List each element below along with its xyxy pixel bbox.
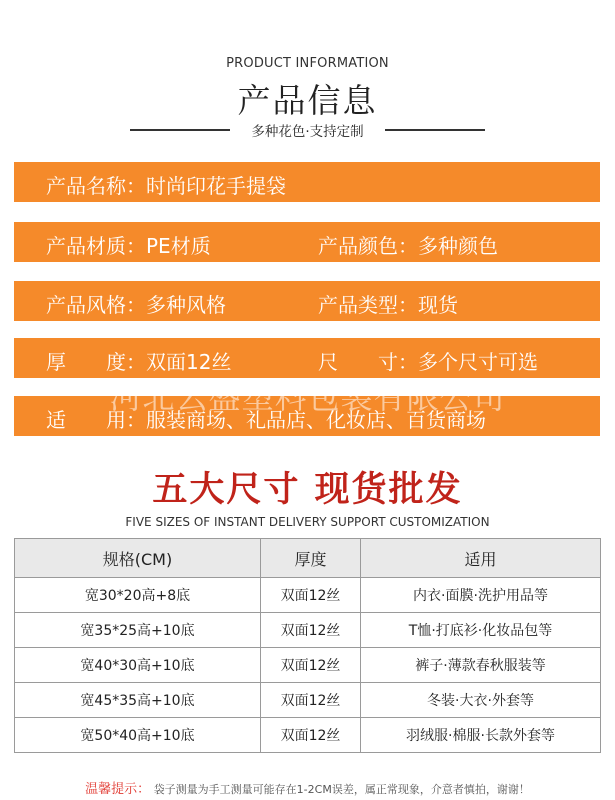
product-type-text: 产品类型：现货 bbox=[318, 293, 458, 317]
product-material-text: 产品材质：PE材质 bbox=[46, 234, 211, 258]
cell-thickness: 双面12丝 bbox=[261, 648, 361, 683]
cell-spec: 宽35*25高+10底 bbox=[15, 613, 261, 648]
column-header-usage: 适用 bbox=[361, 539, 601, 578]
info-bar-material bbox=[14, 222, 600, 262]
divider-right bbox=[385, 129, 485, 131]
cell-thickness: 双面12丝 bbox=[261, 613, 361, 648]
watermark-text: 河北云盛塑料包装有限公司 bbox=[109, 378, 506, 416]
product-color-text: 产品颜色：多种颜色 bbox=[318, 234, 498, 258]
info-bar-name bbox=[14, 162, 600, 202]
notice-label: 温馨提示： bbox=[85, 782, 151, 797]
cell-spec: 宽50*40高+10底 bbox=[15, 718, 261, 753]
cell-thickness: 双面12丝 bbox=[261, 683, 361, 718]
column-header-thickness: 厚度 bbox=[261, 539, 361, 578]
cell-usage: T恤·打底衫·化妆品包等 bbox=[361, 613, 601, 648]
info-bar-style bbox=[14, 281, 600, 321]
cell-thickness: 双面12丝 bbox=[261, 718, 361, 753]
size-spec-table bbox=[14, 538, 601, 753]
cell-usage: 羽绒服·棉服·长款外套等 bbox=[361, 718, 601, 753]
cell-usage: 内衣·面膜·洗护用品等 bbox=[361, 578, 601, 613]
notice bbox=[0, 778, 615, 797]
table-row bbox=[15, 718, 601, 753]
product-usage-text: 适 用：服装商场、礼品店、化妆店、百货商场 bbox=[46, 408, 486, 432]
sizes-title: 五大尺寸 现货批发 bbox=[152, 470, 463, 510]
sizes-subtitle: FIVE SIZES OF INSTANT DELIVERY SUPPORT CUSTOMIZATION bbox=[125, 515, 490, 529]
cell-thickness: 双面12丝 bbox=[261, 578, 361, 613]
section-heading-cn: 产品信息 bbox=[237, 81, 378, 120]
cell-spec: 宽40*30高+10底 bbox=[15, 648, 261, 683]
table-row bbox=[15, 683, 601, 718]
cell-spec: 宽45*35高+10底 bbox=[15, 683, 261, 718]
product-thickness-text: 厚 度：双面12丝 bbox=[46, 350, 232, 374]
product-style-text: 产品风格：多种风格 bbox=[46, 293, 226, 317]
cell-usage: 冬装·大衣·外套等 bbox=[361, 683, 601, 718]
table-row bbox=[15, 648, 601, 683]
product-name-text: 产品名称：时尚印花手提袋 bbox=[46, 174, 286, 198]
cell-spec: 宽30*20高+8底 bbox=[15, 578, 261, 613]
table-row bbox=[15, 578, 601, 613]
table-header-row bbox=[15, 539, 601, 578]
table-row bbox=[15, 613, 601, 648]
column-header-spec: 规格(CM) bbox=[15, 539, 261, 578]
notice-text: 袋子测量为手工测量可能存在1-2CM误差，属正常现象，介意者慎拍，谢谢！ bbox=[153, 783, 530, 796]
cell-usage: 裤子·薄款春秋服装等 bbox=[361, 648, 601, 683]
section-subtitle: 多种花色·支持定制 bbox=[251, 124, 364, 140]
section-heading-en: PRODUCT INFORMATION bbox=[226, 56, 389, 71]
product-size-text: 尺 寸：多个尺寸可选 bbox=[318, 350, 538, 374]
